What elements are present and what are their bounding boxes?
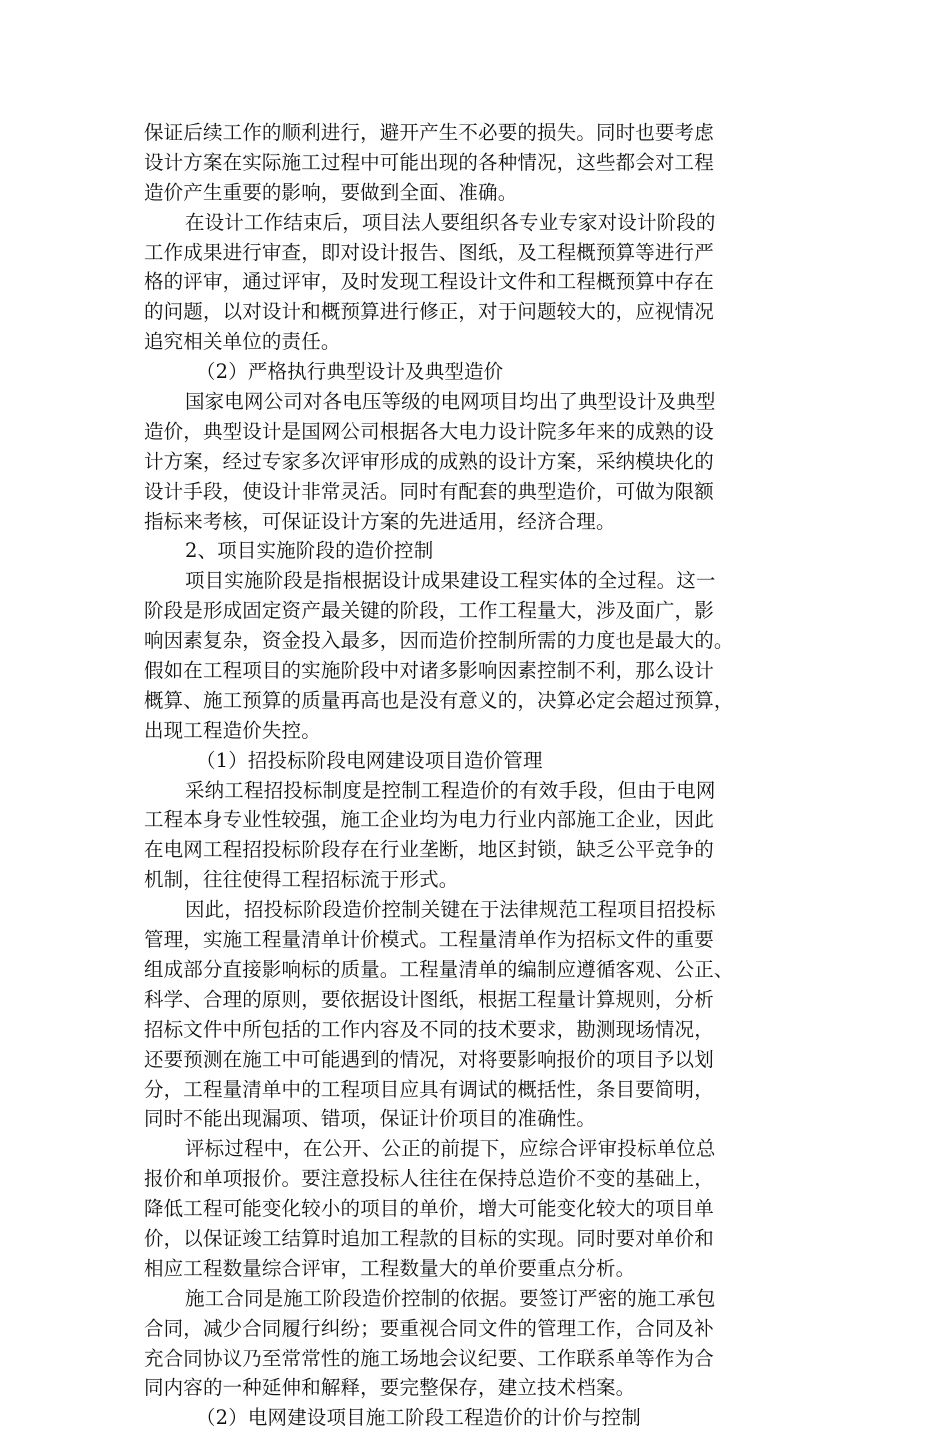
paragraph-line: 采纳工程招投标制度是控制工程造价的有效手段，但由于电网 [185,778,716,802]
paragraph-line: 降低工程可能变化较小的项目的单价，增大可能变化较大的项目单 [144,1197,714,1221]
paragraph-line: 在设计工作结束后，项目法人要组织各专业专家对设计阶段的 [185,210,716,234]
paragraph-line: 追究相关单位的责任。 [144,330,341,354]
paragraph-line: 评标过程中，在公开、公正的前提下，应综合评审投标单位总 [185,1137,716,1161]
paragraph-line: 工程本身专业性较强，施工企业均为电力行业内部施工企业，因此 [144,808,714,832]
paragraph-line: 同内容的一种延伸和解释，要完整保存，建立技术档案。 [144,1376,636,1400]
paragraph-line: 合同，减少合同履行纠纷；要重视合同文件的管理工作，合同及补 [144,1316,714,1340]
paragraph-line: 价，以保证竣工结算时追加工程款的目标的实现。同时要对单价和 [144,1226,714,1250]
paragraph-line: 保证后续工作的顺利进行，避开产生不必要的损失。同时也要考虑 [144,121,714,144]
section-heading-line: （2）电网建设项目施工阶段工程造价的计价与控制 [196,1406,641,1430]
paragraph-line: 工作成果进行审查，即对设计报告、图纸，及工程概预算等进行严 [144,240,714,264]
paragraph-line: 设计方案在实际施工过程中可能出现的各种情况，这些都会对工程 [144,150,714,174]
paragraph-line: 因此，招投标阶段造价控制关键在于法律规范工程项目招投标 [185,898,716,922]
paragraph-line: 招标文件中所包括的工作内容及不同的技术要求，勘测现场情况， [144,1017,714,1041]
paragraph-line: 阶段是形成固定资产最关键的阶段，工作工程量大，涉及面广，影 [144,599,714,623]
paragraph-line: 分，工程量清单中的工程项目应具有调试的概括性，条目要简明， [144,1077,714,1101]
paragraph-line: 国家电网公司对各电压等级的电网项目均出了典型设计及典型 [185,390,716,414]
paragraph-line: 同时不能出现漏项、错项，保证计价项目的准确性。 [144,1107,596,1131]
section-heading-line: （1）招投标阶段电网建设项目造价管理 [196,748,543,772]
paragraph-line: 概算、施工预算的质量再高也是没有意义的，决算必定会超过预算， [144,688,734,712]
paragraph-line: 施工合同是施工阶段造价控制的依据。要签订严密的施工承包 [185,1286,716,1310]
paragraph-line: 造价，典型设计是国网公司根据各大电力设计院多年来的成熟的设 [144,419,714,443]
paragraph-line: 科学、合理的原则，要依据设计图纸，根据工程量计算规则，分析 [144,987,714,1011]
paragraph-line: 充合同协议乃至常常性的施工场地会议纪要、工作联系单等作为合 [144,1346,714,1370]
paragraph-line: 指标来考核，可保证设计方案的先进适用，经济合理。 [144,509,616,533]
paragraph-line: 报价和单项报价。要注意投标人往往在保持总造价不变的基础上， [144,1167,714,1191]
paragraph-line: 计方案，经过专家多次评审形成的成熟的设计方案，采纳模块化的 [144,449,714,473]
paragraph-line: 出现工程造价失控。 [144,718,321,742]
paragraph-line: 相应工程数量综合评审，工程数量大的单价要重点分析。 [144,1256,636,1280]
paragraph-line: 2、项目实施阶段的造价控制 [185,539,434,563]
paragraph-line: 的问题，以对设计和概预算进行修正，对于问题较大的，应视情况 [144,300,714,324]
document-body [144,118,804,1433]
paragraph-line: 管理，实施工程量清单计价模式。工程量清单作为招标文件的重要 [144,928,714,952]
paragraph-line: 假如在工程项目的实施阶段中对诸多影响因素控制不利，那么设计 [144,659,714,683]
paragraph-line: 项目实施阶段是指根据设计成果建设工程实体的全过程。这一 [185,569,716,593]
section-heading-line: （2）严格执行典型设计及典型造价 [196,360,504,384]
paragraph-line: 在电网工程招投标阶段存在行业垄断，地区封锁，缺乏公平竞争的 [144,838,714,862]
paragraph-line: 造价产生重要的影响，要做到全面、准确。 [144,180,518,204]
paragraph-line: 组成部分直接影响标的质量。工程量清单的编制应遵循客观、公正、 [144,957,734,981]
paragraph-line: 格的评审，通过评审，及时发现工程设计文件和工程概预算中存在 [144,270,714,294]
paragraph-line: 还要预测在施工中可能遇到的情况，对将要影响报价的项目予以划 [144,1047,714,1071]
paragraph-line: 响因素复杂，资金投入最多，因而造价控制所需的力度也是最大的。 [144,629,734,653]
paragraph-line: 设计手段，使设计非常灵活。同时有配套的典型造价，可做为限额 [144,479,714,503]
paragraph-line: 机制，往往使得工程招标流于形式。 [144,868,459,892]
